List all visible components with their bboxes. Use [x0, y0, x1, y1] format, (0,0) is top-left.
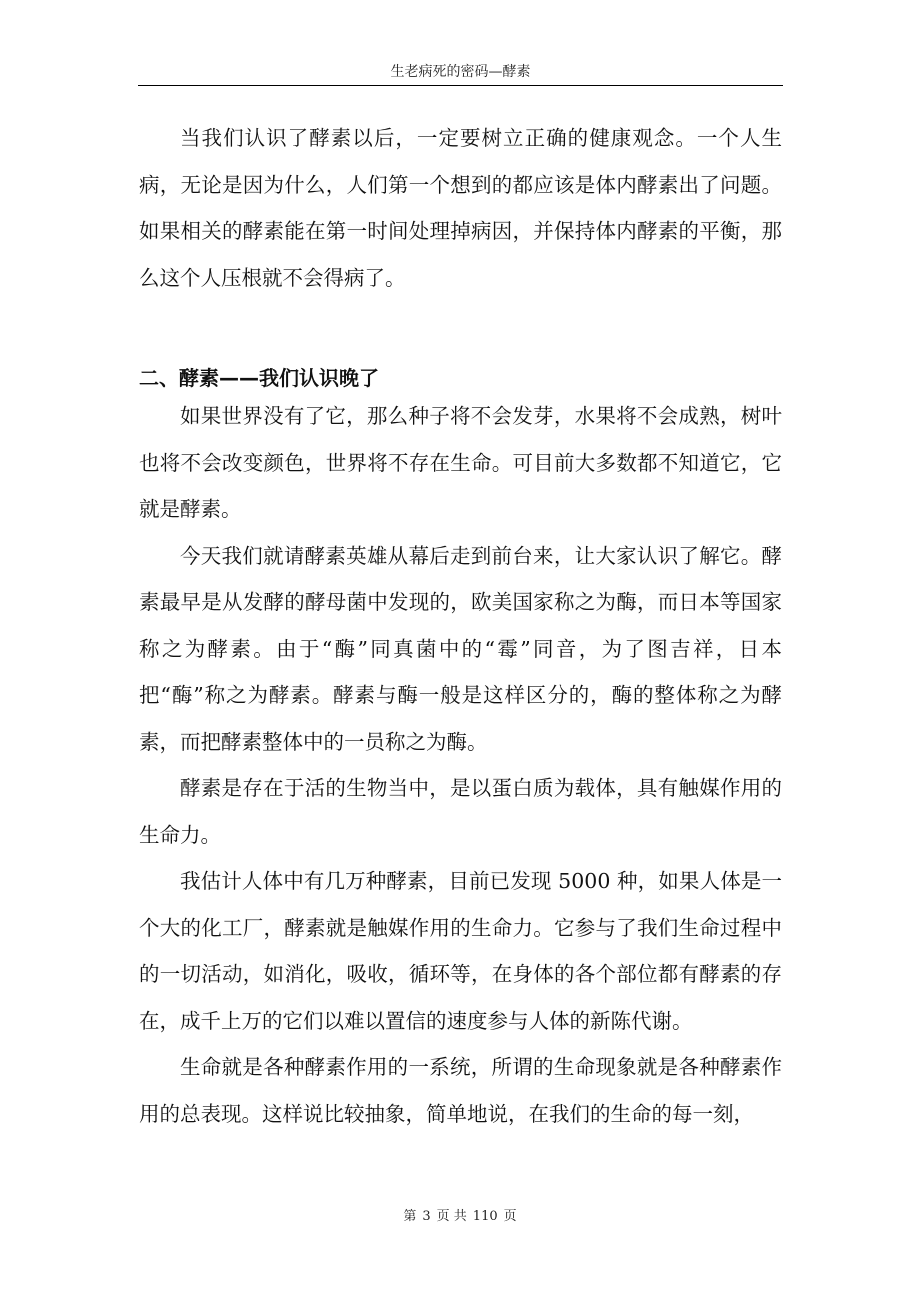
footer-mid: 页 共 [436, 1209, 467, 1224]
paragraph-5: 我估计人体中有几万种酵素，目前已发现 5000 种，如果人体是一个大的化工厂，酵素就是触媒作用的生命力。它参与了我们生命过程中的一切活动，如消化，吸收，循环等，在身体的各个部位都有酵素的存在，成千上万的它们以难以置信的速度参与人体的新陈代谢。 [139, 869, 782, 1033]
paragraph-3: 今天我们就请酵素英雄从幕后走到前台来，让大家认识了解它。酵素最早是从发酵的酵母菌中发现的，欧美国家称之为酶，而日本等国家称之为酵素。由于“酶”同真菌中的“霉”同音，为了图吉祥，日本把“酶”称之为酵素。酵素与酶一般是这样区分的，酶的整体称之为酵素，而把酵素整体中的一员称之为酶。 [139, 543, 782, 754]
page-footer [0, 1208, 920, 1226]
paragraph-4: 酵素是存在于活的生物当中，是以蛋白质为载体，具有触媒作用的生命力。 [139, 776, 782, 847]
paragraph-6: 生命就是各种酵素作用的一系统，所谓的生命现象就是各种酵素作用的总表现。这样说比较抽象，简单地说，在我们的生命的每一刻， [139, 1055, 782, 1126]
paragraph-1: 当我们认识了酵素以后，一定要树立正确的健康观念。一个人生病，无论是因为什么，人们第一个想到的都应该是体内酵素出了问题。如果相关的酵素能在第一时间处理掉病因，并保持体内酵素的平衡，那么这个人压根就不会得病了。 [139, 126, 782, 290]
header-rule [138, 85, 783, 86]
section-heading: 二、酵素——我们认识晚了 [139, 366, 379, 390]
document-body [139, 115, 782, 1137]
page-header [138, 62, 783, 82]
footer-total-pages: 110 [472, 1209, 498, 1224]
footer-prefix: 第 [403, 1209, 417, 1224]
footer-suffix: 页 [503, 1209, 517, 1224]
footer-page-number: 3 [422, 1209, 431, 1224]
paragraph-2: 如果世界没有了它，那么种子将不会发芽，水果将不会成熟，树叶也将不会改变颜色，世界将不存在生命。可目前大多数都不知道它，它就是酵素。 [139, 404, 782, 521]
header-title: 生老病死的密码—酵素 [390, 64, 531, 80]
paragraph-spacer [139, 301, 782, 347]
